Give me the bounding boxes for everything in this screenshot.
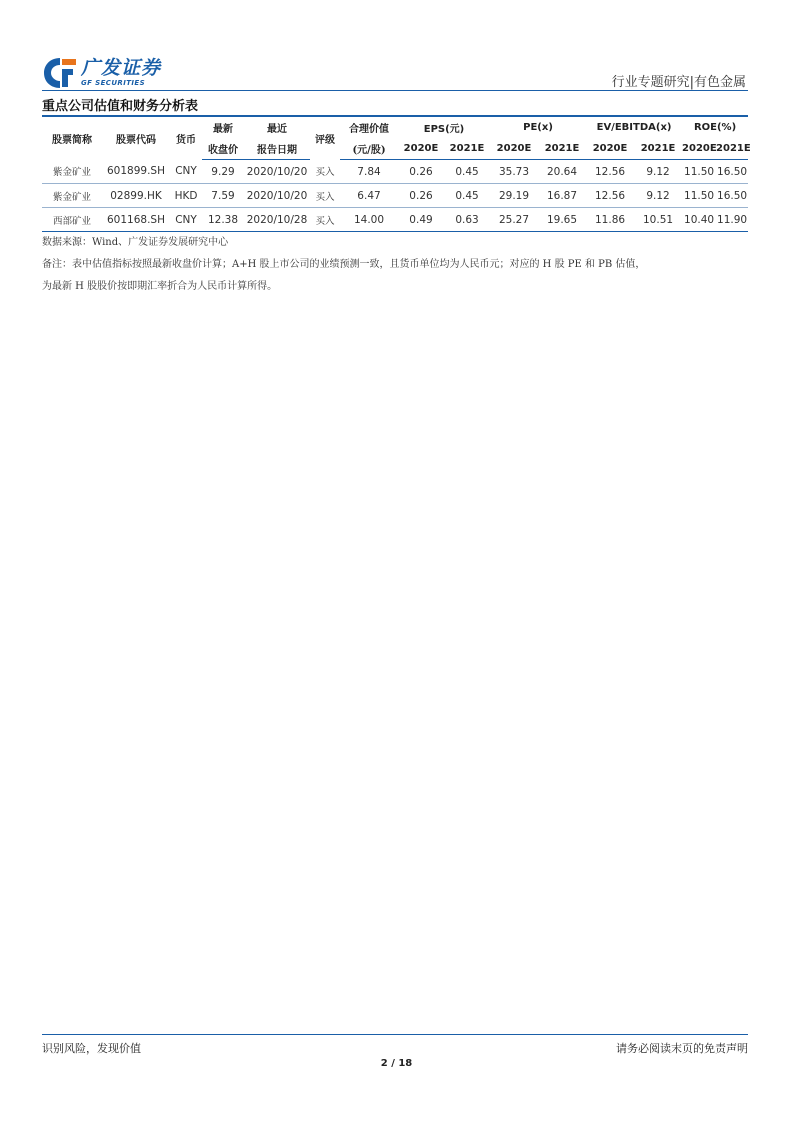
header-divider [42, 90, 748, 91]
table-row [42, 160, 748, 184]
cell-close: 7.59 [202, 184, 244, 208]
cell-eps-2020: 0.49 [398, 208, 444, 232]
gf-logo-icon [42, 56, 78, 90]
footer-divider [42, 1034, 748, 1035]
cell-roe-2021: 16.50 [716, 160, 748, 184]
cell-ev-2020: 11.86 [586, 208, 634, 232]
col-header-report-2: 报告日期 [244, 138, 310, 160]
cell-rating: 买入 [310, 184, 340, 208]
cell-roe-2020: 11.50 [682, 160, 716, 184]
remark-note-line-1: 备注：表中估值指标按照最新收盘价计算；A+H 股上市公司的业绩预测一致，且货币单位均为人民币元；对应的 H 股 PE 和 PB 估值， [42, 259, 646, 270]
col-header-roe: ROE(%) [693, 122, 737, 133]
footer-disclaimer: 请务必阅读末页的免责声明 [616, 1042, 748, 1055]
col-header-pe: PE(x) [523, 122, 553, 133]
cell-date: 2020/10/20 [244, 160, 310, 184]
cell-code: 601899.SH [102, 160, 170, 184]
cell-currency: CNY [170, 160, 202, 184]
cell-date: 2020/10/20 [244, 184, 310, 208]
col-header-fair-value-2: (元/股) [340, 138, 398, 160]
col-header-fair-value: 合理价值 [349, 124, 389, 135]
cell-fair-value: 7.84 [340, 160, 398, 184]
cell-ev-2020: 12.56 [586, 184, 634, 208]
col-header-year: 2020E [490, 138, 538, 160]
cell-rating: 买入 [310, 208, 340, 232]
cell-ev-2021: 9.12 [634, 160, 682, 184]
col-header-report: 最近 [267, 124, 287, 135]
cell-pe-2021: 19.65 [538, 208, 586, 232]
cell-pe-2020: 25.27 [490, 208, 538, 232]
cell-roe-2021: 11.90 [716, 208, 748, 232]
col-header-name: 股票简称 [52, 134, 92, 146]
cell-close: 9.29 [202, 160, 244, 184]
footer-slogan: 识别风险，发现价值 [42, 1042, 141, 1055]
cell-fair-value: 14.00 [340, 208, 398, 232]
cell-ev-2021: 9.12 [634, 184, 682, 208]
cell-ev-2020: 12.56 [586, 160, 634, 184]
cell-pe-2020: 29.19 [490, 184, 538, 208]
cell-code: 601168.SH [102, 208, 170, 232]
cell-eps-2021: 0.63 [444, 208, 490, 232]
col-header-year: 2021E [634, 138, 682, 160]
cell-currency: CNY [170, 208, 202, 232]
section-title: 重点公司估值和财务分析表 [42, 99, 199, 114]
col-header-eps: EPS(元) [423, 124, 465, 135]
col-header-code: 股票代码 [116, 134, 156, 146]
cell-close: 12.38 [202, 208, 244, 232]
data-source-note: 数据来源：Wind、广发证券发展研究中心 [42, 237, 229, 248]
col-header-rating: 评级 [315, 134, 335, 146]
logo-en-text: GF SECURITIES [81, 79, 146, 87]
col-header-year: 2021E [716, 138, 748, 160]
report-category: 行业专题研究|有色金属 [611, 75, 746, 90]
col-header-close-2: 收盘价 [202, 138, 244, 160]
cell-eps-2021: 0.45 [444, 160, 490, 184]
cell-fair-value: 6.47 [340, 184, 398, 208]
table-row [42, 208, 748, 232]
cell-name: 紫金矿业 [42, 184, 102, 208]
logo-cn-text: 广发证券 [81, 57, 162, 79]
cell-pe-2020: 35.73 [490, 160, 538, 184]
valuation-table [42, 115, 751, 232]
cell-name: 紫金矿业 [42, 160, 102, 184]
table-header-row-1 [42, 117, 748, 138]
cell-currency: HKD [170, 184, 202, 208]
cell-eps-2021: 0.45 [444, 184, 490, 208]
table-notes [42, 232, 748, 298]
page-number: 2 / 18 [380, 1058, 413, 1069]
col-header-year: 2020E [586, 138, 634, 160]
cell-rating: 买入 [310, 160, 340, 184]
col-header-close: 最新 [213, 124, 233, 135]
col-header-year: 2021E [538, 138, 586, 160]
cell-roe-2021: 16.50 [716, 184, 748, 208]
cell-roe-2020: 11.50 [682, 184, 716, 208]
remark-note-line-2: 为最新 H 股股价按即期汇率折合为人民币计算所得。 [42, 281, 278, 292]
col-header-year: 2020E [682, 138, 716, 160]
table-row [42, 184, 748, 208]
col-header-year: 2021E [444, 138, 490, 160]
col-header-currency: 货币 [176, 134, 196, 146]
cell-eps-2020: 0.26 [398, 184, 444, 208]
col-header-year: 2020E [398, 138, 444, 160]
cell-name: 西部矿业 [42, 208, 102, 232]
cell-eps-2020: 0.26 [398, 160, 444, 184]
gf-logo [42, 56, 161, 90]
cell-pe-2021: 16.87 [538, 184, 586, 208]
cell-date: 2020/10/28 [244, 208, 310, 232]
cell-roe-2020: 10.40 [682, 208, 716, 232]
cell-ev-2021: 10.51 [634, 208, 682, 232]
cell-code: 02899.HK [102, 184, 170, 208]
cell-pe-2021: 20.64 [538, 160, 586, 184]
col-header-ev-ebitda: EV/EBITDA(x) [596, 122, 672, 133]
